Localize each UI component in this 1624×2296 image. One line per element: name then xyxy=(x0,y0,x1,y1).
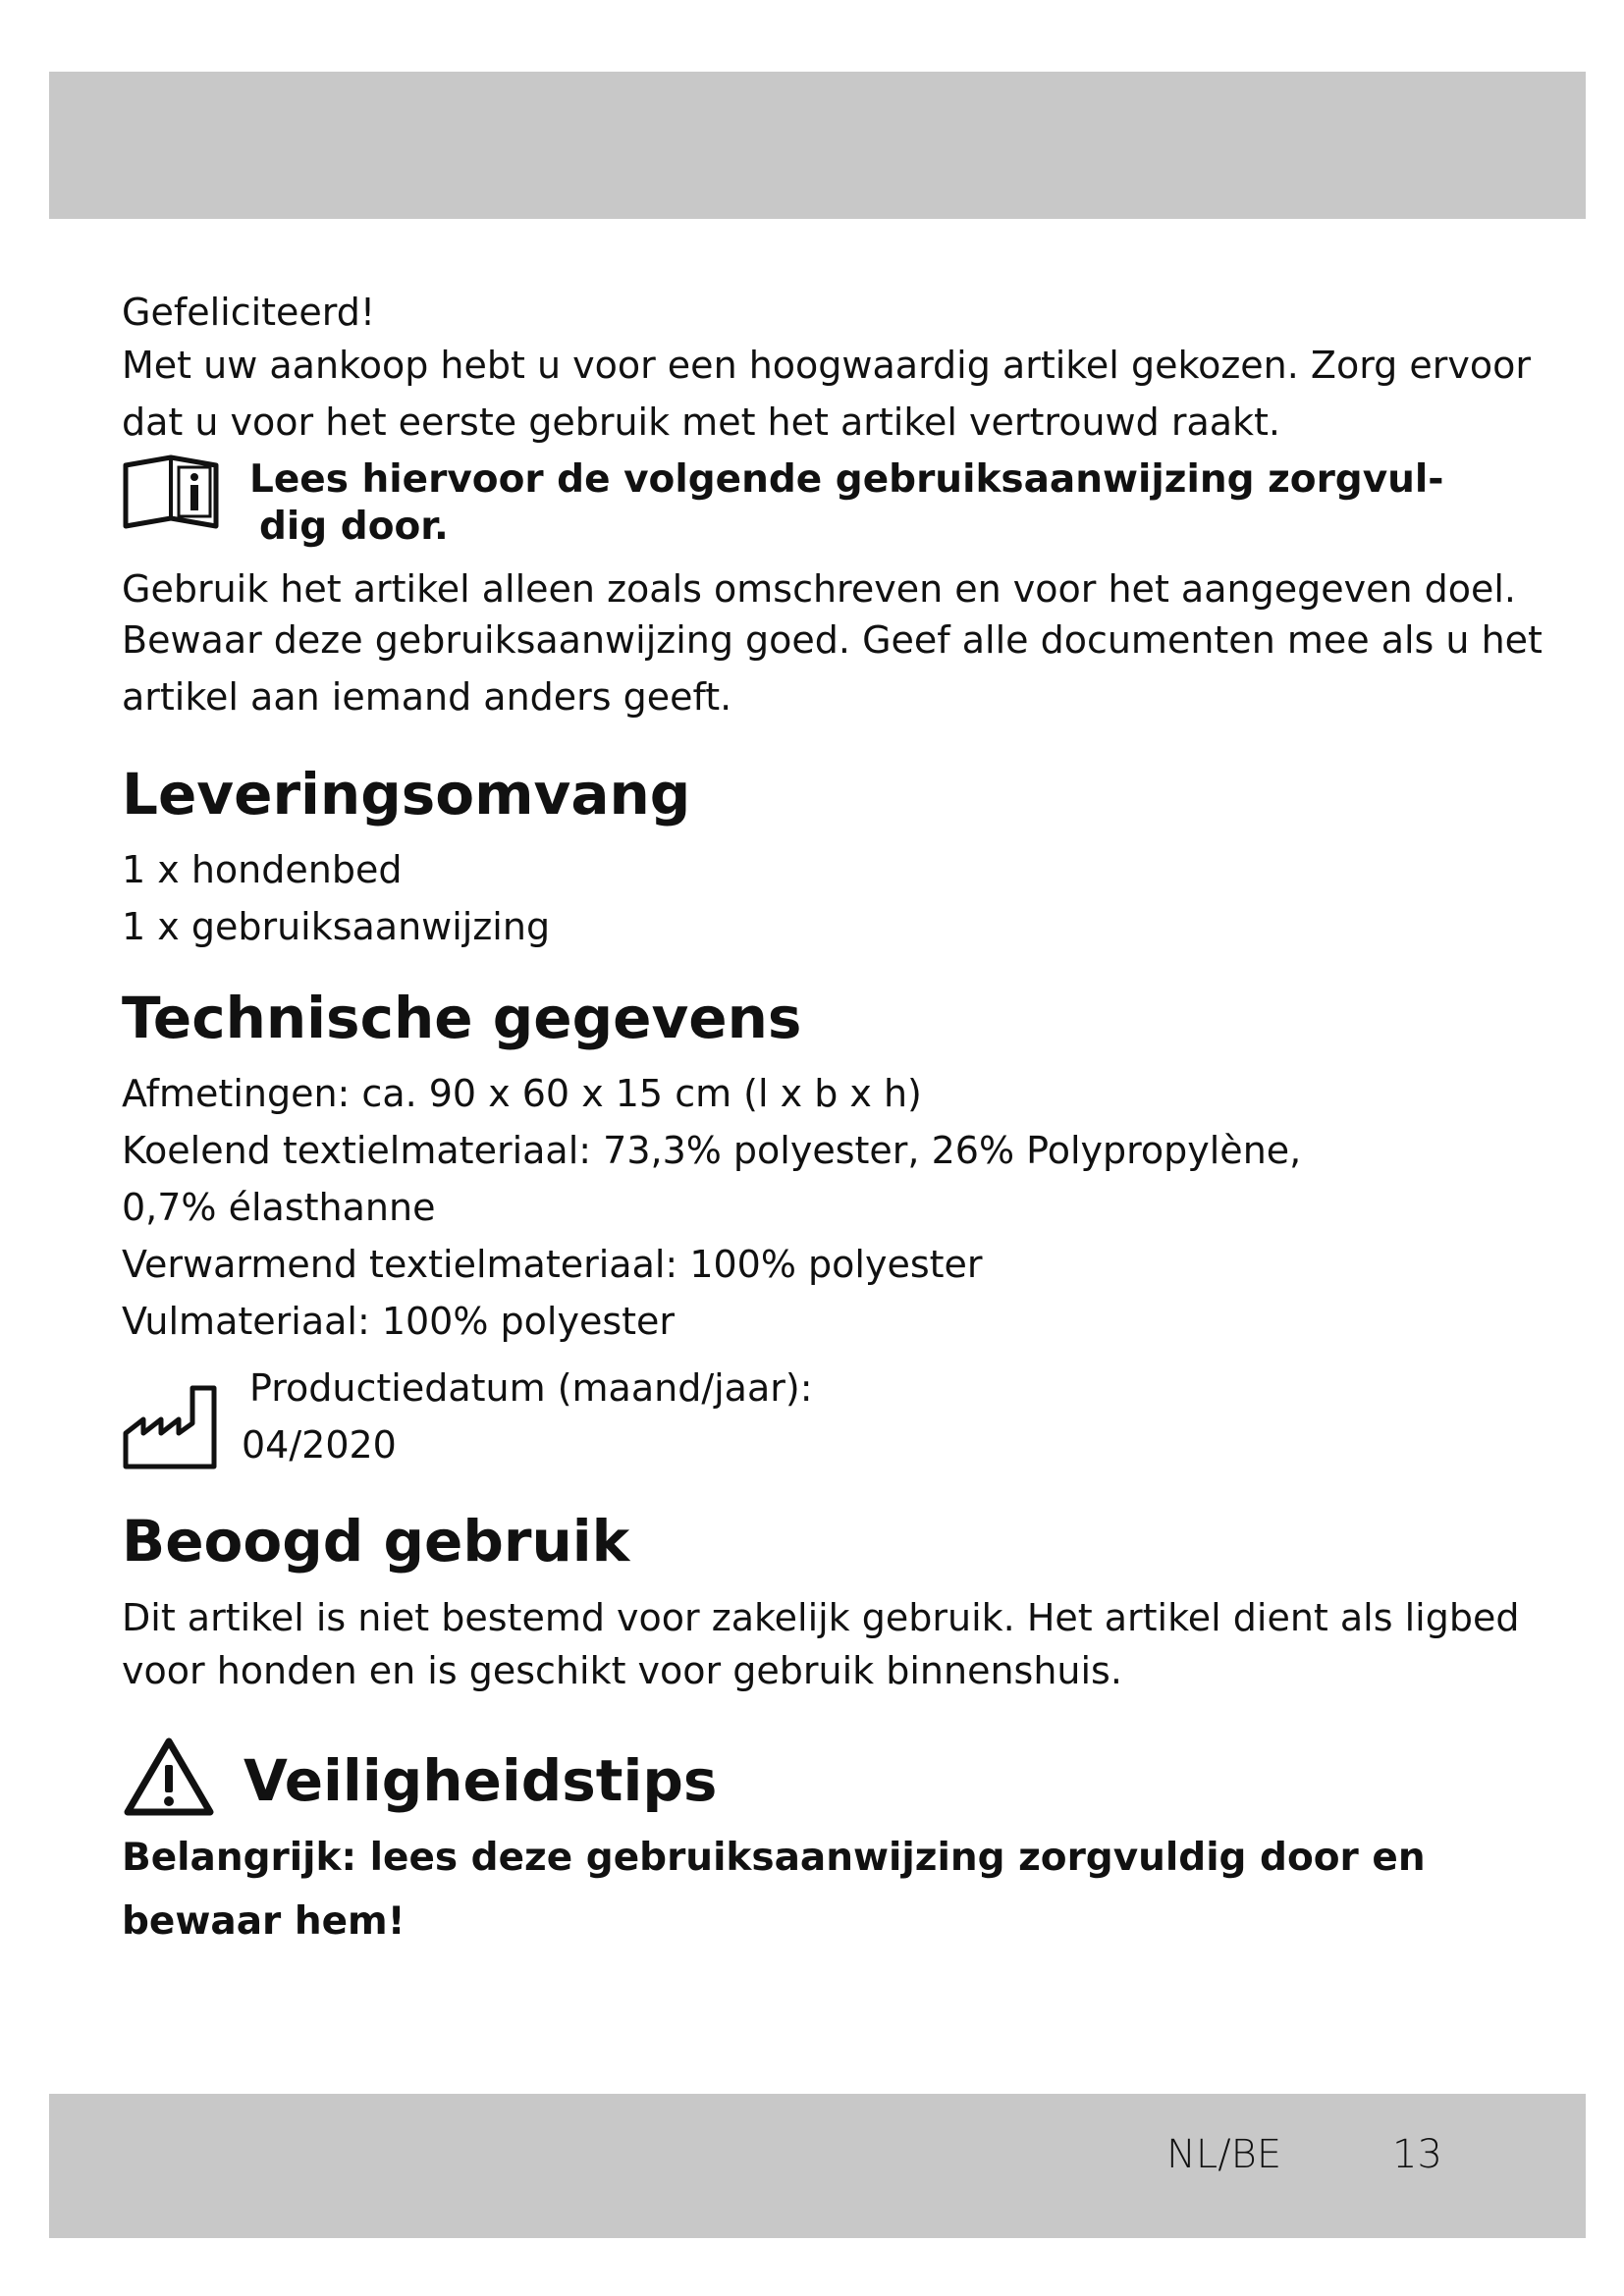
header-band xyxy=(49,72,1586,219)
intro-line-1: Met uw aankoop hebt u voor een hoogwaardig artikel gekozen. Zorg ervoor xyxy=(122,344,1531,387)
info-book-icon xyxy=(122,454,220,532)
tech-line-5: Vulmateriaal: 100% polyester xyxy=(122,1300,676,1343)
footer-language: NL/BE xyxy=(1166,2132,1282,2177)
intended-use-line-2: voor honden en is geschikt voor gebruik binnenshuis. xyxy=(122,1649,1122,1692)
footer-band xyxy=(49,2094,1586,2238)
tech-line-3: 0,7% élasthanne xyxy=(122,1186,436,1229)
intended-use-line-1: Dit artikel is niet bestemd voor zakelijk gebruik. Het artikel dient als ligbed xyxy=(122,1596,1520,1639)
tech-line-2: Koelend textielmateriaal: 73,3% polyester, 26% Polypropylène, xyxy=(122,1129,1302,1172)
production-date-label: Productiedatum (maand/jaar): xyxy=(249,1366,813,1410)
heading-leveringsomvang: Leveringsomvang xyxy=(122,761,691,828)
info-line-1: Lees hiervoor de volgende gebruiksaanwijzing zorgvul- xyxy=(249,457,1444,502)
tech-line-1: Afmetingen: ca. 90 x 60 x 15 cm (l x b x h) xyxy=(122,1072,922,1115)
heading-technische-gegevens: Technische gegevens xyxy=(122,985,802,1051)
safety-line-1: Belangrijk: lees deze gebruiksaanwijzing zorgvuldig door en xyxy=(122,1836,1426,1880)
greeting: Gefeliciteerd! xyxy=(122,291,376,334)
tech-line-4: Verwarmend textielmateriaal: 100% polyester xyxy=(122,1243,983,1286)
heading-beoogd-gebruik: Beoogd gebruik xyxy=(122,1508,630,1575)
delivery-item-2: 1 x gebruiksaanwijzing xyxy=(122,905,551,948)
safety-line-2: bewaar hem! xyxy=(122,1899,406,1944)
usage-paragraph-line-2: Bewaar deze gebruiksaanwijzing goed. Geef alle documenten mee als u het xyxy=(122,618,1543,662)
delivery-item-1: 1 x hondenbed xyxy=(122,848,403,891)
info-line-2: dig door. xyxy=(259,505,449,549)
heading-veiligheidstips: Veiligheidstips xyxy=(244,1747,718,1814)
usage-paragraph-line-1: Gebruik het artikel alleen zoals omschreven en voor het aangegeven doel. xyxy=(122,567,1516,611)
intro-line-2: dat u voor het eerste gebruik met het artikel vertrouwd raakt. xyxy=(122,400,1281,444)
warning-triangle-icon xyxy=(122,1735,216,1818)
factory-icon xyxy=(122,1382,220,1470)
usage-paragraph-line-3: artikel aan iemand anders geeft. xyxy=(122,675,732,719)
production-date-value: 04/2020 xyxy=(242,1423,397,1467)
page-number: 13 xyxy=(1392,2132,1442,2177)
